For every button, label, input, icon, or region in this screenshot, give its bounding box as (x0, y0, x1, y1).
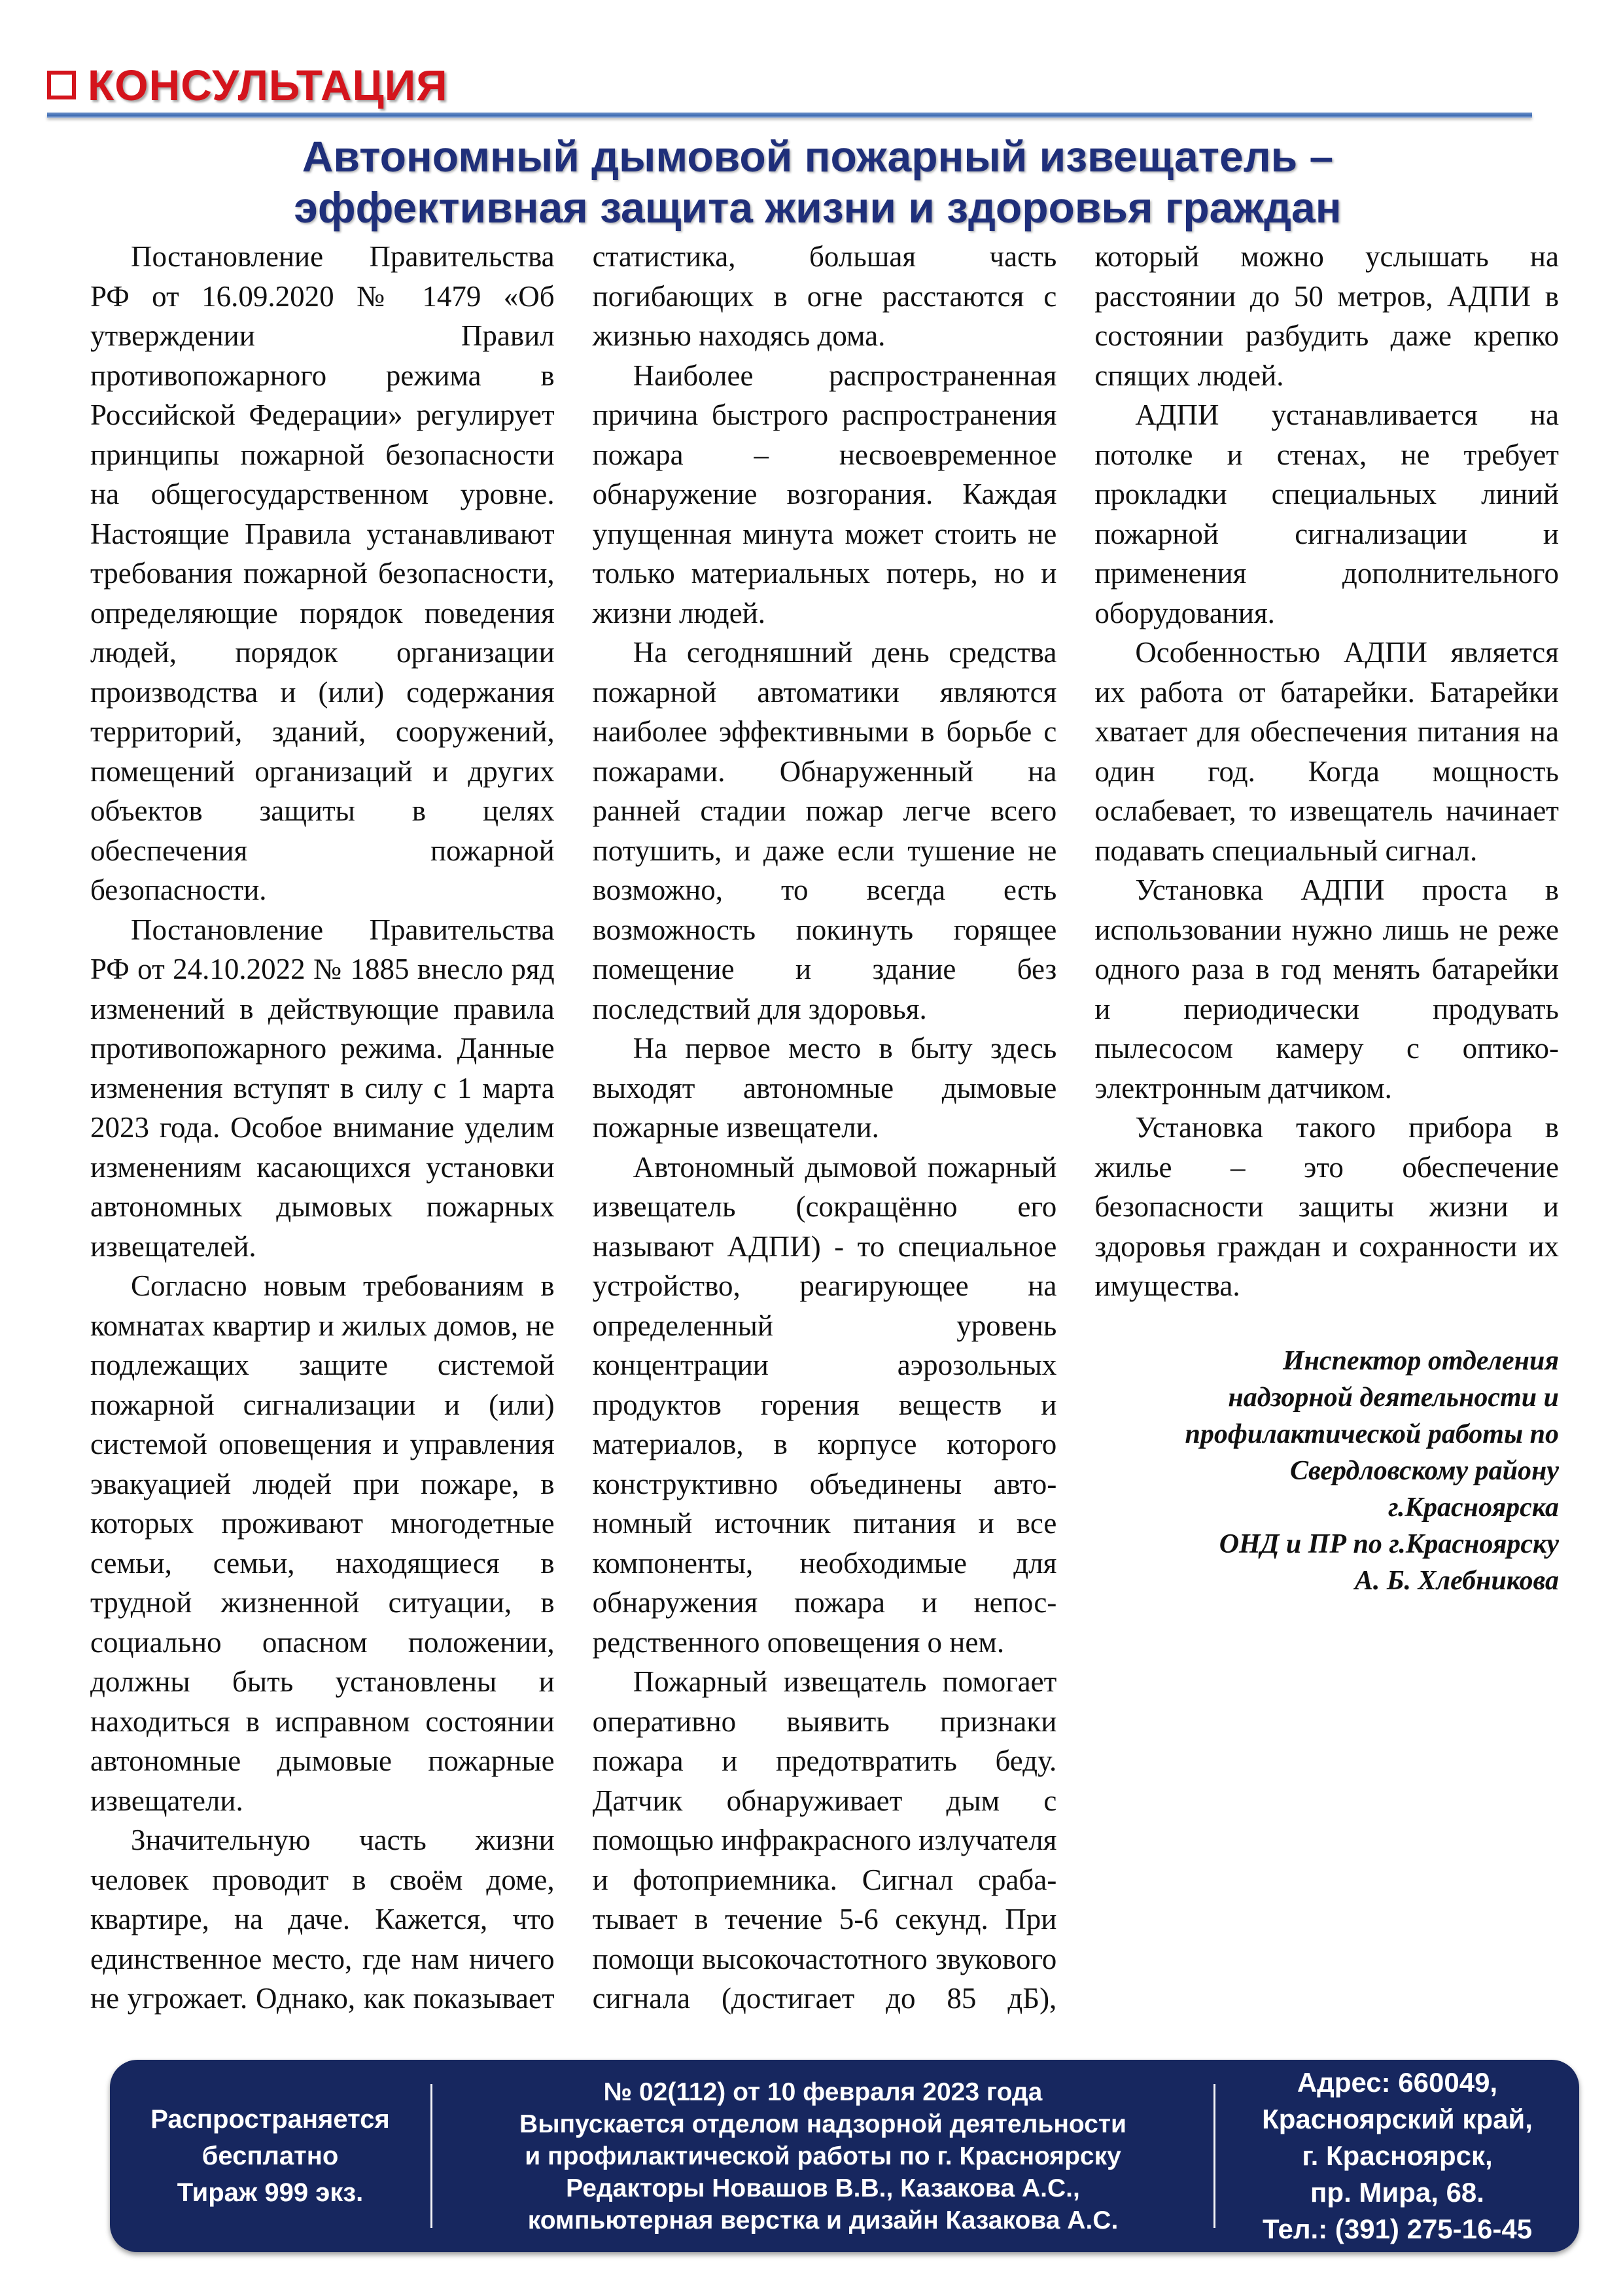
paragraph: На первое место в быту здесь выходят автономные дымовые пожарные извещатели. (592, 1032, 1057, 1144)
footer-line: и профилактической работы по г. Красноярску (525, 2142, 1121, 2170)
checkbox-icon (47, 71, 76, 99)
paragraph: Особенностью АДПИ является их работа от батарейки. Батарейки хватает для обеспечения питания на один год. Когда мощность ослабевает, то извещатель начинает подавать специальный сигнал. (1094, 636, 1559, 867)
signature-line: профилактической работы по (1185, 1419, 1559, 1449)
section-title: КОНСУЛЬТАЦИЯ (88, 61, 448, 109)
footer-distribution (110, 2101, 430, 2211)
signature-line: надзорной деятельности и (1228, 1382, 1559, 1413)
footer-line: компьютерная верстка и дизайн Казакова А.С. (527, 2206, 1119, 2234)
article-body (90, 237, 1559, 2030)
paragraph: Согласно новым требованиям в комнатах квартир и жилых домов, не подлежащих защите системой пожарной сигнализации и (или) системой оповещения и управления эвакуацией людей при пожаре, в которых проживают многодетные семьи, семьи, находящиеся в трудной жизненной ситуации, в социально опасном положении, должны быть установлены и находиться в исправном состоянии автономные дымовые пожарные извещатели. (90, 1269, 555, 1817)
signature-line: ОНД и ПР по г.Красноярску (1219, 1528, 1559, 1559)
footer-line: Выпускается отделом надзорной деятельности (519, 2110, 1126, 2138)
article-title-line-2: эффективная защита жизни и здоровья граждан (294, 183, 1342, 232)
header-rule (47, 113, 1532, 118)
footer-line: бесплатно (201, 2142, 339, 2170)
footer-line: Красноярский край, (1262, 2104, 1533, 2134)
footer-banner (110, 2060, 1579, 2252)
paragraph: Пожарный извещатель помогает оперативно выявить признаки пожара и предотвратить беду. Датчик обнаруживает дым с помощью инфракрасного излучателя и фотоприемника. Сигнал срабатывает в течение 5-6 секунд. При помощи высокочастотного звукового сигнала (достигает до 85 дБ), который можно услышать на расстоянии до 50 метров, АДПИ в состоянии разбудить даже крепко спящих людей. (592, 240, 1559, 2015)
footer-line: Распространяется (150, 2105, 390, 2134)
paragraph: Постановление Правительства РФ от 16.09.2020 № 1479 «Об утверждении Правил противопожарного режима в Российской Федерации» регулирует принципы пожарной безопасности на общегосударственном уровне. Настоящие Правила устанавливают требования пожарной безопасности, определяющие порядок поведения людей, порядок организации производства и (или) содержания территорий, зданий, сооружений, помещений организаций и других объектов защиты в целях обеспечения пожарной безопасности. (90, 240, 555, 906)
author-signature (1094, 1343, 1559, 1599)
footer-line: Тел.: (391) 275-16-45 (1262, 2214, 1533, 2244)
footer-divider (430, 2084, 432, 2228)
footer-line: Тираж 999 экз. (177, 2178, 364, 2207)
signature-line: Инспектор отделения (1282, 1345, 1559, 1376)
footer-divider (1213, 2084, 1215, 2228)
signature-line: Свердловскому району (1290, 1455, 1559, 1486)
paragraph: Значительную часть жизни человек проводит в своём доме, квартире, на даче. Кажется, что единственное место, где нам ничего не угрожает. Однако, как показывает статистика, большая часть погибающих в огне расстаются с жизнью находясь дома. (90, 240, 1057, 2015)
footer-line: № 02(112) от 10 февраля 2023 года (603, 2077, 1043, 2106)
footer-line: Адрес: 660049, (1297, 2067, 1498, 2098)
paragraph: Наиболее распространенная причина быстрого распространения пожара – несвоевременное обнаружение возгорания. Каждая упущенная минута может стоить не только материальных потерь, но и жизни людей. (592, 359, 1057, 629)
footer-line: Редакторы Новашов В.В., Казакова А.С., (566, 2174, 1080, 2202)
article-title-line-1: Автономный дымовой пожарный извещатель – (302, 132, 1334, 181)
signature-line: г.Красноярска (1388, 1492, 1559, 1523)
paragraph: Установка такого прибора в жилье – это обеспечение безопасности защиты жизни и здоровья граждан и сохранности их имущества. (1094, 1111, 1559, 1302)
section-header (47, 60, 448, 110)
footer-address (1215, 2064, 1579, 2248)
footer-line: г. Красноярск, (1302, 2140, 1493, 2171)
paragraph: АДПИ устанавливается на потолке и стенах, не требует прокладки специальных линий пожарной сигнализации и применения дополнительного оборудования. (1094, 398, 1559, 629)
signature-line: А. Б. Хлебникова (1354, 1565, 1559, 1596)
footer-line: пр. Мира, 68. (1310, 2177, 1484, 2208)
paragraph: Установка АДПИ проста в использовании нужно лишь не реже одного раза в год менять батарейки и периодически продувать пылесосом камеру с оптико-электронным датчиком. (1094, 874, 1559, 1104)
paragraph: Автономный дымовой пожарный извещатель (сокращённо его называют АДПИ) - то специальное устройство, реагирующее на определенный уровень концентрации аэрозольных продуктов горения веществ и материалов, в корпусе которого конструктивно объединены автономный источник питания и все компоненты, необходимые для обнаружения пожара и непосредственного оповещения о нем. (592, 1150, 1057, 1659)
article-title (98, 131, 1537, 233)
footer-issue-info (432, 2076, 1213, 2236)
paragraph: Постановление Правительства РФ от 24.10.2022 № 1885 внесло ряд изменений в действующие правила противопожарного режима. Данные изменения вступят в силу с 1 марта 2023 года. Особое внимание уделим изменениям касающихся установки автономных дымовых пожарных извещателей. (90, 913, 555, 1263)
paragraph: На сегодняшний день средства пожарной автоматики являются наиболее эффективными в борьбе с пожарами. Обнаруженный на ранней стадии пожар легче всего потушить, и даже если тушение не возможно, то всегда есть возможность покинуть горящее помещение и здание без последствий для здоровья. (592, 636, 1057, 1025)
